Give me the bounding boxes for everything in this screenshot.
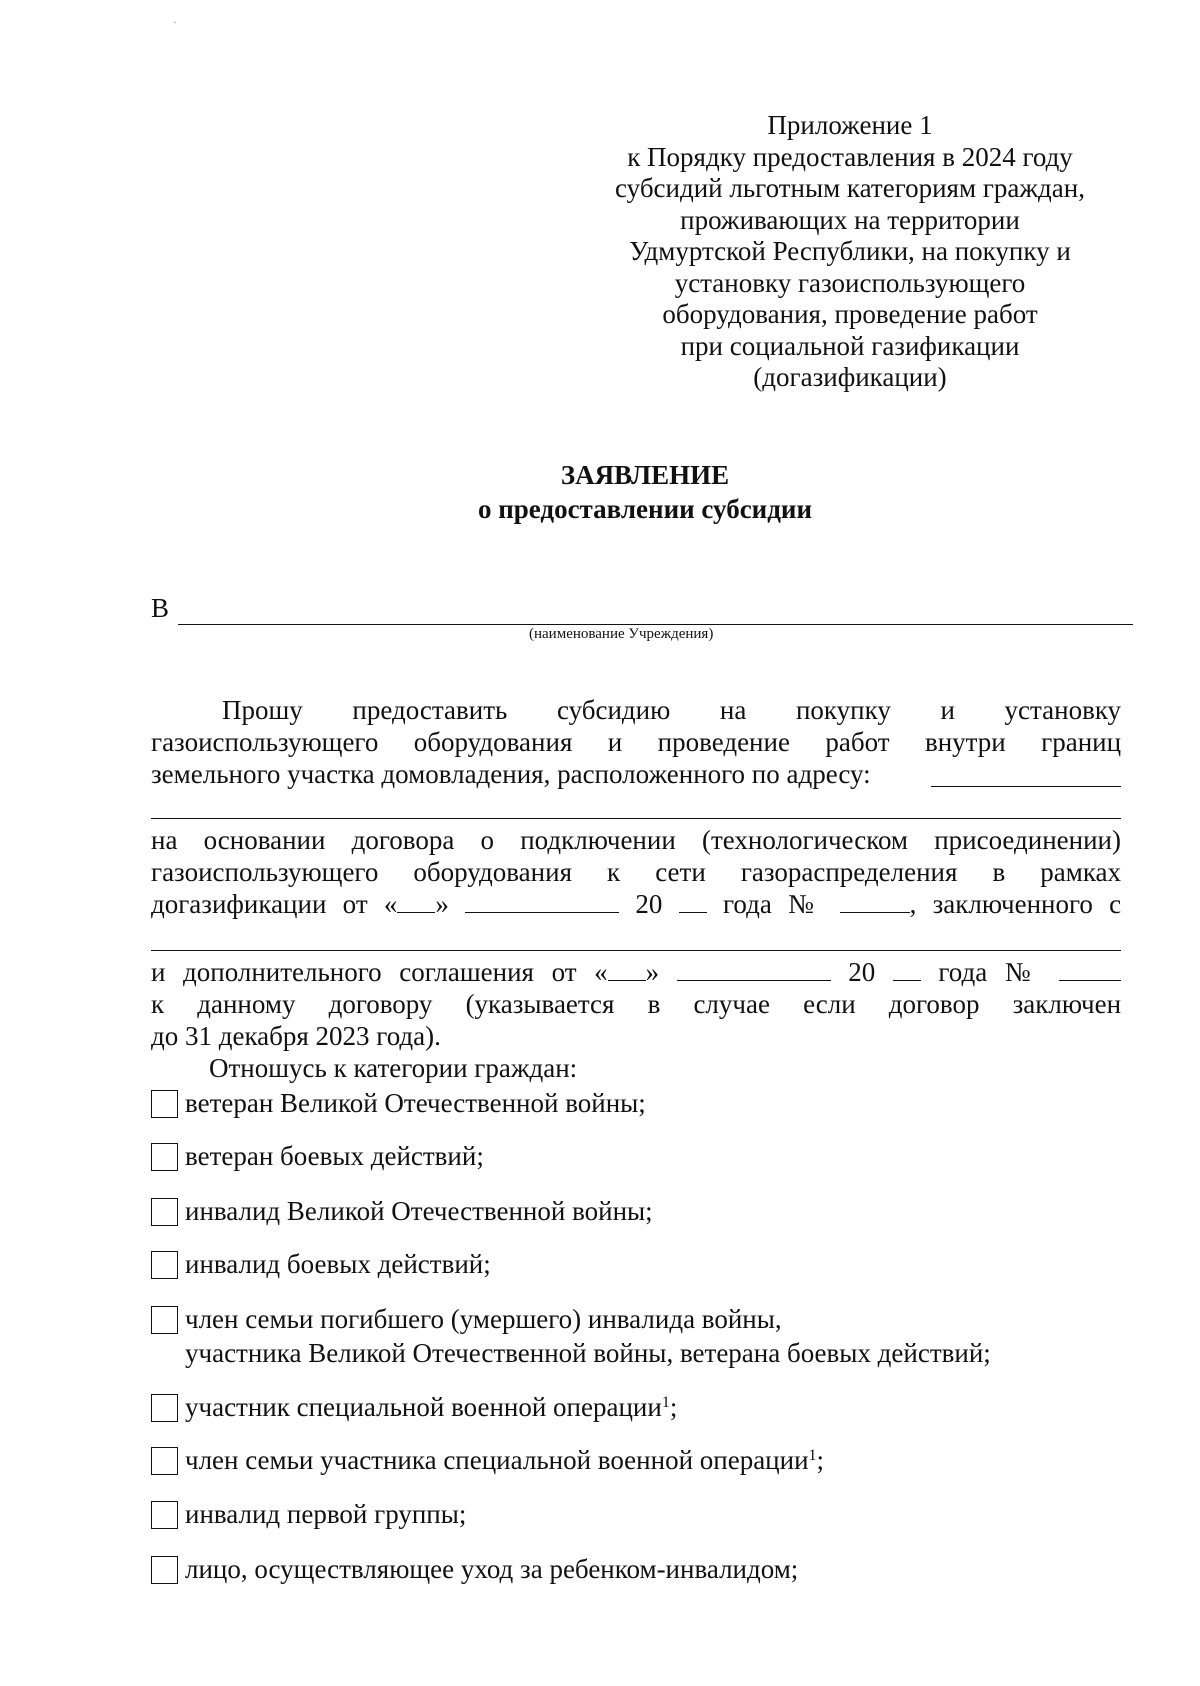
institution-caption: (наименование Учреждения) xyxy=(529,626,714,642)
category-label: член семьи участника специальной военной операции$^1$; xyxy=(185,1445,825,1475)
appendix-line: при социальной газификации xyxy=(680,330,1020,361)
paragraph-line: догазификации от « » 20 года № , заключенного с xyxy=(151,889,1122,919)
paragraph-line: до 31 декабря 2023 года). xyxy=(151,1021,441,1051)
categories-intro: Отношусь к категории граждан: xyxy=(209,1053,578,1083)
scan-mark: ˏ xyxy=(173,10,177,24)
paragraph-line: к данному договору (указывается в случае если договор заключен xyxy=(151,989,1122,1019)
category-checkbox-combat-disabled[interactable] xyxy=(151,1251,178,1279)
contract-month-field[interactable] xyxy=(465,890,619,913)
appendix-line: субсидий льготным категориям граждан, xyxy=(615,173,1085,203)
category-label: участник специальной военной операции$^1$; xyxy=(185,1392,678,1422)
agreement-day-field[interactable] xyxy=(608,958,646,981)
appendix-line: Удмуртской Республики, на покупку и xyxy=(629,236,1071,266)
category-label-continuation: участника Великой Отечественной войны, ветерана боевых действий; xyxy=(185,1338,991,1368)
paragraph-line: Прошу предоставить субсидию на покупку и установку xyxy=(222,695,1122,725)
footnote-marker: 1 xyxy=(661,1394,670,1411)
category-label: ветеран Великой Отечественной войны; xyxy=(185,1088,646,1118)
category-label: инвалид Великой Отечественной войны; xyxy=(185,1196,653,1226)
category-label: лицо, осуществляющее уход за ребенком-инвалидом; xyxy=(185,1554,799,1584)
category-checkbox-combat-veteran[interactable] xyxy=(151,1143,178,1171)
agreement-year-field[interactable] xyxy=(893,958,921,981)
appendix-line: Приложение 1 xyxy=(767,110,933,140)
category-label: инвалид первой группы; xyxy=(185,1499,467,1529)
address-field-continuation[interactable] xyxy=(151,818,1121,819)
paragraph-line: газоиспользующего оборудования и проведение работ внутри границ xyxy=(151,727,1122,757)
category-checkbox-svo-participant[interactable] xyxy=(151,1394,178,1422)
category-label: ветеран боевых действий; xyxy=(185,1141,484,1171)
contract-number-field[interactable] xyxy=(840,890,910,913)
category-label: член семьи погибшего (умершего) инвалида войны, xyxy=(185,1304,782,1334)
contract-day-field[interactable] xyxy=(397,890,435,913)
addressee-prefix: В xyxy=(151,593,170,623)
category-checkbox-wwii-veteran[interactable] xyxy=(151,1090,178,1118)
appendix-line: проживающих на территории xyxy=(680,204,1020,235)
contract-party-field[interactable] xyxy=(151,950,1121,951)
address-field[interactable] xyxy=(931,786,1121,787)
appendix-reference xyxy=(600,110,1100,394)
appendix-line: оборудования, проведение работ xyxy=(662,299,1038,329)
paragraph-line: и дополнительного соглашения от « » 20 года № xyxy=(151,956,1121,988)
footnote-marker: 1 xyxy=(808,1447,817,1464)
document-subtitle: о предоставлении субсидии xyxy=(477,494,813,524)
appendix-line: к Порядку предоставления в 2024 году xyxy=(627,141,1073,172)
contract-year-field[interactable] xyxy=(679,890,707,913)
institution-name-field[interactable] xyxy=(178,624,1133,625)
category-label: инвалид боевых действий; xyxy=(185,1249,491,1279)
category-checkbox-disabled-child-carer[interactable] xyxy=(151,1556,178,1584)
appendix-line: (догазификации) xyxy=(753,362,947,392)
category-checkbox-wwii-disabled[interactable] xyxy=(151,1198,178,1226)
category-checkbox-svo-family-member[interactable] xyxy=(151,1447,178,1475)
category-checkbox-disabled-group-1[interactable] xyxy=(151,1501,178,1529)
category-checkbox-family-of-deceased[interactable] xyxy=(151,1306,178,1334)
document-title: ЗАЯВЛЕНИЕ xyxy=(560,460,730,490)
appendix-line: установку газоиспользующего xyxy=(674,267,1026,298)
paragraph-line: земельного участка домовладения, расположенного по адресу: xyxy=(151,759,871,789)
paragraph-line: газоиспользующего оборудования к сети газораспределения в рамках xyxy=(151,857,1122,887)
agreement-number-field[interactable] xyxy=(1059,958,1121,981)
paragraph-line: на основании договора о подключении (технологическом присоединении) xyxy=(151,825,1122,855)
agreement-month-field[interactable] xyxy=(677,958,831,981)
